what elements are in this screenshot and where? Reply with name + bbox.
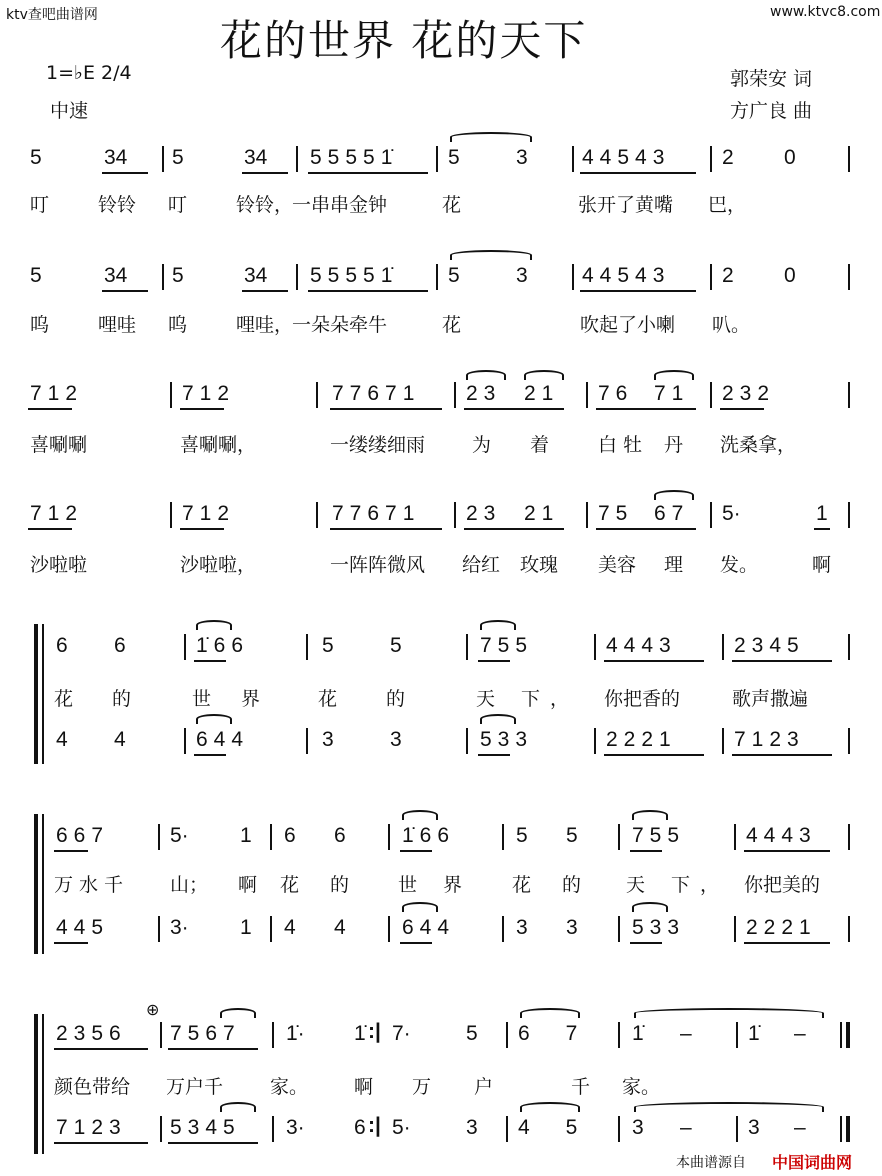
note-group: 1̇66 (196, 634, 250, 657)
barline (734, 824, 736, 850)
barline (840, 1022, 842, 1048)
barline (586, 382, 588, 408)
barline (316, 502, 318, 528)
note-group: 3 (516, 264, 528, 287)
slur-mark (196, 620, 232, 630)
note-group: 712 (30, 502, 84, 525)
note-group: 6 (334, 824, 346, 847)
note-group: 77671 (332, 502, 421, 525)
underline (478, 660, 510, 662)
barline (502, 824, 504, 850)
barline (586, 502, 588, 528)
lyric: 家。 (622, 1076, 661, 1098)
lyric: 铃铃 (98, 194, 137, 216)
underline (630, 942, 662, 944)
barline (572, 264, 574, 290)
note-group: 77671 (332, 382, 421, 405)
underline (330, 528, 442, 530)
lyric: 花 (280, 874, 300, 896)
lyric: 万 (412, 1076, 432, 1098)
lyric: 的 (112, 688, 132, 710)
note-group: – (680, 1022, 692, 1045)
note-group: 1̇66 (402, 824, 456, 847)
lyric: 一朵朵牵牛 (292, 314, 388, 336)
note-group: 34 (244, 264, 268, 287)
underline (28, 528, 72, 530)
lyric: 山； (170, 874, 209, 896)
note-group: 5 (516, 824, 528, 847)
lyric: 铃铃， (236, 194, 294, 216)
underline (54, 850, 88, 852)
underline (102, 172, 148, 174)
note-group: 2 (722, 146, 734, 169)
note-group: 232 (722, 382, 776, 405)
note-group: 712 (182, 382, 236, 405)
lyric: 一缕缕细雨 (330, 434, 426, 456)
note-group: 5· (392, 1116, 411, 1139)
note-group: 4 (284, 916, 296, 939)
barline (618, 824, 620, 850)
barline (734, 916, 736, 942)
note-group: 6 (56, 634, 68, 657)
lyric: 花 (442, 314, 462, 336)
underline (596, 528, 696, 530)
underline (604, 754, 704, 756)
barline (436, 146, 438, 172)
repeat-sign: :| (368, 1020, 381, 1043)
barline (710, 502, 712, 528)
tie-mark (450, 250, 532, 260)
note-group: 5· (722, 502, 741, 525)
barline (184, 728, 186, 754)
barline (618, 1022, 620, 1048)
lyric: 万户千 (166, 1076, 224, 1098)
note-group: 3 (516, 916, 528, 939)
note-group: 76 (598, 382, 634, 405)
note-group: 644 (196, 728, 250, 751)
lyric: 万水千 (54, 874, 130, 896)
note-group: 755 (632, 824, 686, 847)
note-group: 2345 (734, 634, 805, 657)
underline (330, 408, 442, 410)
barline (270, 916, 272, 942)
note-group: 71 (654, 382, 690, 405)
underline (580, 290, 696, 292)
lyric: 着 (530, 434, 550, 456)
barline (722, 728, 724, 754)
barline (848, 728, 850, 754)
note-group: 7123 (734, 728, 805, 751)
lyric: 洗桑拿， (720, 434, 797, 456)
lyric: 张开了黄嘴 (578, 194, 674, 216)
underline (478, 754, 510, 756)
note-group: 5 (30, 264, 42, 287)
note-group: 34 (104, 146, 128, 169)
note-group: 55551̇ (310, 264, 399, 287)
system-bracket (34, 814, 38, 954)
slur-mark (520, 1102, 580, 1112)
note-group: 3 (466, 1116, 478, 1139)
note-group: 34 (244, 146, 268, 169)
note-group: 4443 (746, 824, 817, 847)
underline (168, 1142, 258, 1144)
lyric: 天 下， (476, 688, 580, 710)
note-group: 34 (104, 264, 128, 287)
note-group: 667 (56, 824, 110, 847)
slur-mark (196, 714, 232, 724)
note-group: 3 (632, 1116, 644, 1139)
underline (732, 660, 832, 662)
note-group: 6 (114, 634, 126, 657)
coda-sign-icon: ⊕ (146, 1000, 160, 1019)
lyric: 一串串金钟 (292, 194, 388, 216)
barline (454, 502, 456, 528)
lyric: 你把香的 (604, 688, 681, 710)
note-group: 4 (56, 728, 68, 751)
underline (732, 754, 832, 756)
lyric: 喜唰唰 (30, 434, 88, 456)
barline (736, 1116, 738, 1142)
slur-mark (402, 810, 438, 820)
note-group: 7· (392, 1022, 411, 1045)
barline (162, 146, 164, 172)
barline (272, 1022, 274, 1048)
underline (744, 850, 830, 852)
lyric: 沙啦啦， (180, 554, 257, 576)
note-group: 712 (30, 382, 84, 405)
note-group: 44543 (582, 264, 671, 287)
lyric: 吹起了小喇 (580, 314, 676, 336)
system-barline (42, 624, 44, 764)
note-group: 755 (480, 634, 534, 657)
barline (158, 916, 160, 942)
barline (160, 1116, 162, 1142)
barline (594, 728, 596, 754)
note-group: 75 (598, 502, 634, 525)
tie-mark (634, 1008, 824, 1018)
lyric: 白牡 (598, 434, 649, 456)
note-group: 533 (480, 728, 534, 751)
slur-mark (524, 370, 564, 380)
barline (162, 264, 164, 290)
lyric: 世 界 (192, 688, 273, 710)
slur-mark (402, 902, 438, 912)
lyric: 一阵阵微风 (330, 554, 426, 576)
underline (308, 290, 428, 292)
note-group: 1̇ (748, 1022, 760, 1045)
note-group: 67 (518, 1022, 614, 1045)
slur-mark (632, 810, 668, 820)
barline (170, 382, 172, 408)
underline (28, 408, 72, 410)
note-group: 5 (466, 1022, 478, 1045)
tie-mark (450, 132, 532, 142)
lyric: 花 (318, 688, 338, 710)
slur-mark (480, 620, 516, 630)
slur-mark (654, 370, 694, 380)
watermark-right: www.ktvc8.com (770, 4, 881, 20)
note-group: 3· (286, 1116, 305, 1139)
note-group: 21 (524, 502, 560, 525)
barline (466, 634, 468, 660)
underline (814, 528, 830, 530)
note-group: 3 (566, 916, 578, 939)
tie-mark (634, 1102, 824, 1112)
note-group: 1̇ (632, 1022, 644, 1045)
underline (308, 172, 428, 174)
barline (506, 1116, 508, 1142)
lyric: 户 千 (474, 1076, 627, 1098)
key-signature: 1=♭E 2/4 (46, 62, 132, 84)
barline (848, 382, 850, 408)
lyric: 啊 (812, 554, 832, 576)
lyric: 呜 (168, 314, 188, 336)
slur-mark (466, 370, 506, 380)
note-group: 3 (390, 728, 402, 751)
footer-source-label: 本曲谱源自 (676, 1155, 746, 1171)
lyric: 你把美的 (744, 874, 821, 896)
lyric: 歌声撒遍 (732, 688, 809, 710)
underline (54, 1048, 148, 1050)
note-group: 3 (516, 146, 528, 169)
note-group: 445 (56, 916, 110, 939)
system-barline (42, 814, 44, 954)
barline (466, 728, 468, 754)
note-group: 5 (448, 264, 460, 287)
barline (506, 1022, 508, 1048)
note-group: 5345 (170, 1116, 241, 1139)
note-group: 712 (182, 502, 236, 525)
lyric: 的 (330, 874, 350, 896)
slur-mark (654, 490, 694, 500)
lyric: 巴， (708, 194, 747, 216)
note-group: 1 (240, 824, 252, 847)
barline (848, 916, 850, 942)
underline (464, 528, 564, 530)
lyric: 家。 (270, 1076, 309, 1098)
note-group: 5 (322, 634, 334, 657)
slur-mark (220, 1008, 256, 1018)
note-group: 4443 (606, 634, 677, 657)
lyric: 给红 (462, 554, 501, 576)
note-group: 6 (284, 824, 296, 847)
barline (270, 824, 272, 850)
barline (184, 634, 186, 660)
barline (848, 502, 850, 528)
song-title: 花的世界 花的天下 (220, 16, 588, 65)
lyric: 颜色带给 (54, 1076, 131, 1098)
note-group: 4 (334, 916, 346, 939)
repeat-sign: :| (368, 1114, 381, 1137)
underline (596, 408, 696, 410)
note-group: 1 (816, 502, 828, 525)
lyric: 哩哇 (98, 314, 137, 336)
note-group: 7123 (56, 1116, 127, 1139)
note-group: 21 (524, 382, 560, 405)
lyric: 哩哇， (236, 314, 294, 336)
lyricist-credit: 郭荣安 词 (730, 68, 813, 90)
note-group: 3· (170, 916, 189, 939)
lyric: 的 (562, 874, 582, 896)
lyric: 啊 (238, 874, 258, 896)
note-group: 6 (354, 1116, 366, 1139)
note-group: – (680, 1116, 692, 1139)
underline (400, 942, 432, 944)
lyric: 天 下， (626, 874, 730, 896)
note-group: 55551̇ (310, 146, 399, 169)
lyric: 理 (664, 554, 684, 576)
footer-brand-link[interactable]: 中国词曲网 (772, 1153, 853, 1172)
lyric: 呜 (30, 314, 50, 336)
underline (54, 942, 88, 944)
barline (572, 146, 574, 172)
lyric: 啊 (354, 1076, 374, 1098)
underline (242, 290, 288, 292)
composer-credit: 方广良 曲 (730, 100, 813, 122)
note-group: 533 (632, 916, 686, 939)
barline (594, 634, 596, 660)
barline (296, 146, 298, 172)
lyric: 丹 (664, 434, 684, 456)
underline (102, 290, 148, 292)
note-group: 1̇· (286, 1022, 305, 1045)
final-barline (846, 1022, 850, 1048)
barline (710, 146, 712, 172)
underline (194, 754, 226, 756)
barline (316, 382, 318, 408)
barline (502, 916, 504, 942)
barline (848, 264, 850, 290)
lyric: 花 (442, 194, 462, 216)
barline (618, 1116, 620, 1142)
lyric: 叮 (168, 194, 188, 216)
note-group: 23 (466, 382, 502, 405)
lyric: 叮 (30, 194, 50, 216)
barline (306, 728, 308, 754)
barline (454, 382, 456, 408)
barline (710, 264, 712, 290)
note-group: 0 (784, 264, 796, 287)
lyric: 喜唰唰， (180, 434, 257, 456)
note-group: 2 (722, 264, 734, 287)
underline (580, 172, 696, 174)
note-group: 3 (322, 728, 334, 751)
barline (306, 634, 308, 660)
note-group: 44543 (582, 146, 671, 169)
note-group: 2221 (606, 728, 677, 751)
note-group: 23 (466, 502, 502, 525)
barline (848, 824, 850, 850)
underline (54, 1142, 148, 1144)
lyric: 世 界 (398, 874, 473, 896)
underline (168, 1048, 258, 1050)
lyric: 美容 (598, 554, 637, 576)
lyric: 为 (472, 434, 492, 456)
barline (170, 502, 172, 528)
note-group: 1̇ (354, 1022, 366, 1045)
slur-mark (632, 902, 668, 912)
barline (722, 634, 724, 660)
lyric: 的 (386, 688, 406, 710)
note-group: 5· (170, 824, 189, 847)
note-group: 4 (114, 728, 126, 751)
note-group: 2356 (56, 1022, 127, 1045)
final-barline (846, 1116, 850, 1142)
note-group: 1 (240, 916, 252, 939)
slur-mark (220, 1102, 256, 1112)
system-bracket (34, 624, 38, 764)
barline (272, 1116, 274, 1142)
underline (180, 528, 224, 530)
note-group: 2221 (746, 916, 817, 939)
barline (436, 264, 438, 290)
underline (630, 850, 662, 852)
lyric: 发。 (720, 554, 759, 576)
tie-mark (520, 1008, 580, 1018)
underline (744, 942, 830, 944)
underline (400, 850, 432, 852)
barline (736, 1022, 738, 1048)
barline (158, 824, 160, 850)
barline (388, 824, 390, 850)
barline (160, 1022, 162, 1048)
slur-mark (480, 714, 516, 724)
underline (720, 408, 764, 410)
note-group: 3 (748, 1116, 760, 1139)
lyric: 花 (512, 874, 532, 896)
underline (464, 408, 564, 410)
note-group: 7567 (170, 1022, 241, 1045)
barline (848, 146, 850, 172)
barline (618, 916, 620, 942)
note-group: 67 (654, 502, 690, 525)
lyric: 玫瑰 (520, 554, 559, 576)
system-bracket (34, 1014, 38, 1154)
system-barline (42, 1014, 44, 1154)
barline (840, 1116, 842, 1142)
note-group: 5 (172, 146, 184, 169)
note-group: 5 (390, 634, 402, 657)
barline (848, 634, 850, 660)
note-group: 45 (518, 1116, 614, 1139)
barline (296, 264, 298, 290)
underline (180, 408, 224, 410)
note-group: 5 (566, 824, 578, 847)
note-group: 5 (172, 264, 184, 287)
note-group: – (794, 1022, 806, 1045)
barline (388, 916, 390, 942)
note-group: 644 (402, 916, 456, 939)
tempo-marking: 中速 (50, 100, 89, 122)
note-group: 5 (30, 146, 42, 169)
lyric: 花 (54, 688, 74, 710)
lyric: 沙啦啦 (30, 554, 88, 576)
lyric: 叭。 (712, 314, 751, 336)
note-group: 0 (784, 146, 796, 169)
underline (242, 172, 288, 174)
underline (194, 660, 226, 662)
watermark-left: ktv查吧曲谱网 (6, 7, 98, 23)
underline (604, 660, 704, 662)
note-group: 5 (448, 146, 460, 169)
barline (710, 382, 712, 408)
note-group: – (794, 1116, 806, 1139)
